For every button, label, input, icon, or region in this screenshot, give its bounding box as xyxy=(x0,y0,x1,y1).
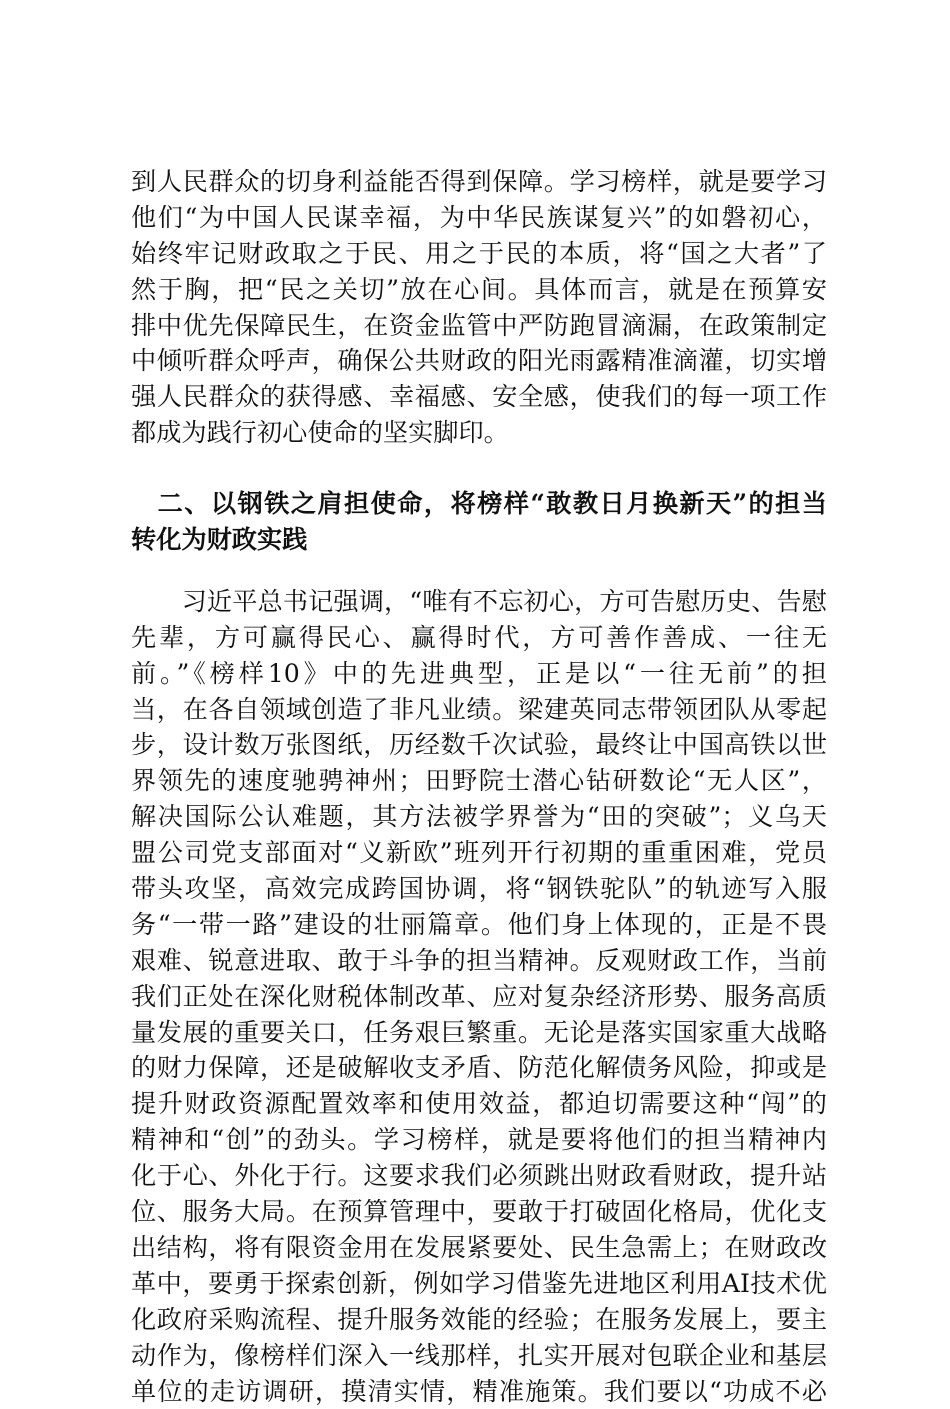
text-line: 前。”《榜样10》中的先进典型，正是以“一往无前”的担 xyxy=(131,656,827,692)
text-line: 的财力保障，还是破解收支矛盾、防范化解债务风险，抑或是 xyxy=(131,1050,827,1086)
paragraph-spacer xyxy=(131,558,827,584)
text-line: 艰难、锐意进取、敢于斗争的担当精神。反观财政工作，当前 xyxy=(131,943,827,979)
text-line: 排中优先保障民生，在资金监管中严防跑冒滴漏，在政策制定 xyxy=(131,308,827,344)
text-line: 先辈，方可赢得民心、赢得时代，方可善作善成、一往无 xyxy=(131,620,827,656)
section-heading-2 xyxy=(131,486,827,558)
text-line: 动作为，像榜样们深入一线那样，扎实开展对包联企业和基层 xyxy=(131,1338,827,1374)
document-body xyxy=(131,164,827,1409)
text-line: 界领先的速度驰骋神州；田野院士潜心钻研数论“无人区”， xyxy=(131,763,827,799)
text-line: 提升财政资源配置效率和使用效益，都迫切需要这种“闯”的 xyxy=(131,1086,827,1122)
text-line: 革中，要勇于探索创新，例如学习借鉴先进地区利用AI技术优 xyxy=(131,1266,827,1302)
text-line: 化政府采购流程、提升服务效能的经验；在服务发展上，要主 xyxy=(131,1302,827,1338)
text-line: 当，在各自领域创造了非凡业绩。梁建英同志带领团队从零起 xyxy=(131,692,827,728)
text-line: 习近平总书记强调，“唯有不忘初心，方可告慰历史、告慰 xyxy=(131,584,827,620)
heading-line: 转化为财政实践 xyxy=(131,522,827,558)
text-line: 中倾听群众呼声，确保公共财政的阳光雨露精准滴灌，切实增 xyxy=(131,343,827,379)
paragraph-spacer xyxy=(131,451,827,486)
text-line: 务“一带一路”建设的壮丽篇章。他们身上体现的，正是不畏 xyxy=(131,907,827,943)
text-line: 始终牢记财政取之于民、用之于民的本质，将“国之大者”了 xyxy=(131,236,827,272)
text-line: 都成为践行初心使命的坚实脚印。 xyxy=(131,415,827,451)
text-line: 单位的走访调研，摸清实情，精准施策。我们要以“功成不必 xyxy=(131,1374,827,1409)
heading-line: 二、以钢铁之肩担使命，将榜样“敢教日月换新天”的担当 xyxy=(131,486,827,522)
text-line: 解决国际公认难题，其方法被学界誉为“田的突破”；义乌天 xyxy=(131,799,827,835)
text-line: 我们正处在深化财税体制改革、应对复杂经济形势、服务高质 xyxy=(131,979,827,1015)
text-line: 然于胸，把“民之关切”放在心间。具体而言，就是在预算安 xyxy=(131,272,827,308)
paragraph-1 xyxy=(131,164,827,451)
text-line: 化于心、外化于行。这要求我们必须跳出财政看财政，提升站 xyxy=(131,1158,827,1194)
text-line: 强人民群众的获得感、幸福感、安全感，使我们的每一项工作 xyxy=(131,379,827,415)
text-line: 盟公司党支部面对“义新欧”班列开行初期的重重困难，党员 xyxy=(131,835,827,871)
paragraph-2 xyxy=(131,584,827,1409)
text-line: 量发展的重要关口，任务艰巨繁重。无论是落实国家重大战略 xyxy=(131,1015,827,1051)
text-line: 出结构，将有限资金用在发展紧要处、民生急需上；在财政改 xyxy=(131,1230,827,1266)
text-line: 精神和“创”的劲头。学习榜样，就是要将他们的担当精神内 xyxy=(131,1122,827,1158)
text-line: 他们“为中国人民谋幸福，为中华民族谋复兴”的如磐初心， xyxy=(131,200,827,236)
text-line: 到人民群众的切身利益能否得到保障。学习榜样，就是要学习 xyxy=(131,164,827,200)
text-line: 步，设计数万张图纸，历经数千次试验，最终让中国高铁以世 xyxy=(131,727,827,763)
text-line: 带头攻坚，高效完成跨国协调，将“钢铁驼队”的轨迹写入服 xyxy=(131,871,827,907)
text-line: 位、服务大局。在预算管理中，要敢于打破固化格局，优化支 xyxy=(131,1194,827,1230)
